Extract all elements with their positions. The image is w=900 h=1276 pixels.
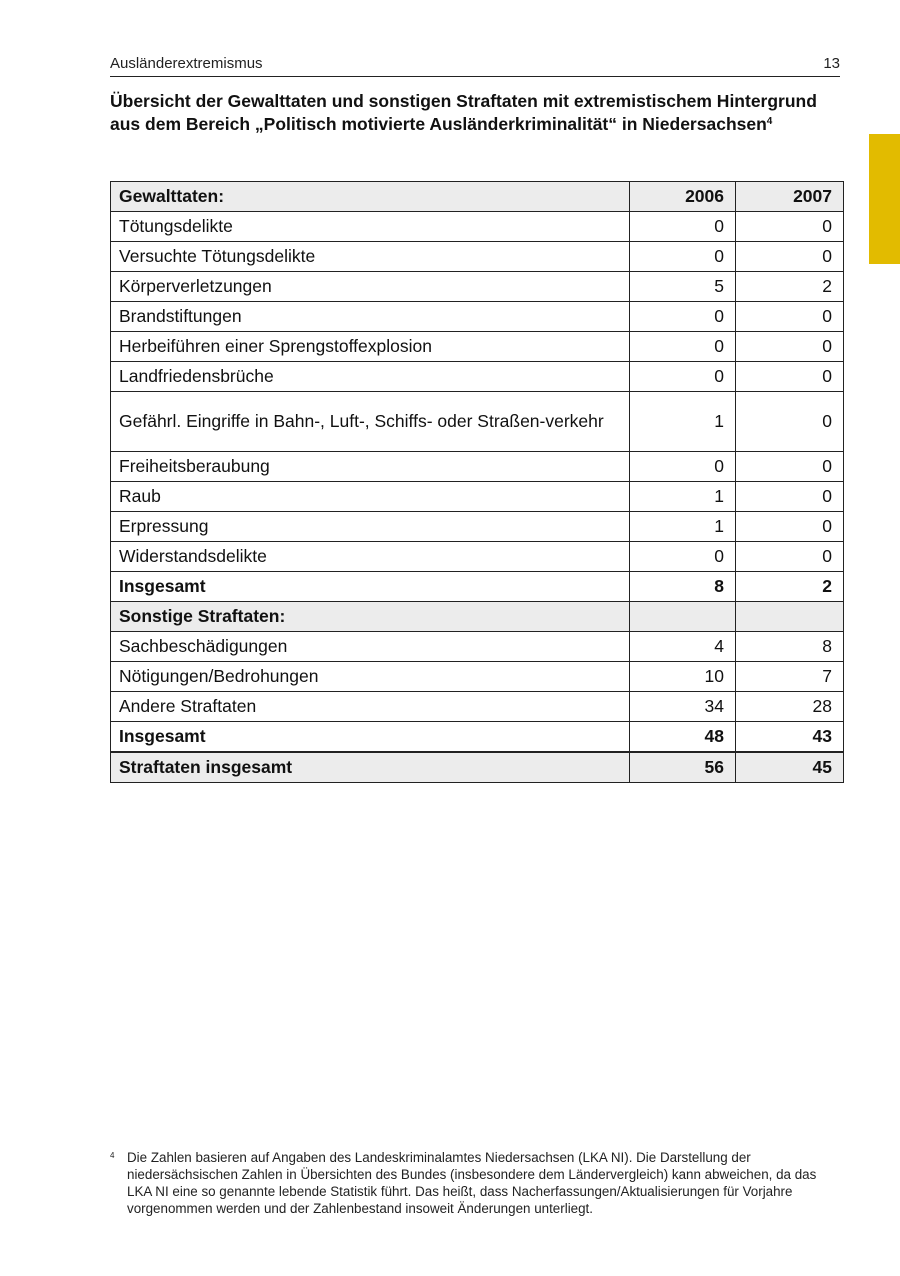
row-label: Straftaten insgesamt bbox=[111, 752, 630, 783]
row-label: Erpressung bbox=[111, 512, 630, 542]
table-row bbox=[111, 542, 844, 572]
row-label: Gefährl. Eingriffe in Bahn-, Luft-, Schiffs- oder Straßen-verkehr bbox=[111, 392, 630, 452]
table-row bbox=[111, 512, 844, 542]
value-2006: 56 bbox=[630, 752, 736, 783]
row-label: Nötigungen/Bedrohungen bbox=[111, 662, 630, 692]
table-header-row bbox=[111, 182, 844, 212]
value-2007: 0 bbox=[736, 302, 844, 332]
table-row bbox=[111, 332, 844, 362]
table-row bbox=[111, 482, 844, 512]
table-row bbox=[111, 692, 844, 722]
row-label: Landfriedensbrüche bbox=[111, 362, 630, 392]
table-row bbox=[111, 362, 844, 392]
table-row bbox=[111, 452, 844, 482]
grand-total-row bbox=[111, 752, 844, 783]
row-label: Sonstige Straftaten: bbox=[111, 602, 630, 632]
row-label: Freiheitsberaubung bbox=[111, 452, 630, 482]
table-row bbox=[111, 302, 844, 332]
value-2007: 43 bbox=[736, 722, 844, 753]
header-label: Gewalttaten: bbox=[111, 182, 630, 212]
row-label: Insgesamt bbox=[111, 572, 630, 602]
value-2006: 48 bbox=[630, 722, 736, 753]
row-label: Sachbeschädigungen bbox=[111, 632, 630, 662]
row-label: Brandstiftungen bbox=[111, 302, 630, 332]
table-row bbox=[111, 662, 844, 692]
value-2007: 28 bbox=[736, 692, 844, 722]
value-2007: 2 bbox=[736, 272, 844, 302]
violent-total-row bbox=[111, 572, 844, 602]
table-title bbox=[110, 90, 830, 136]
table-row bbox=[111, 632, 844, 662]
footnote-mark: 4 bbox=[110, 1151, 115, 1160]
footnote bbox=[110, 1149, 842, 1217]
value-2006: 1 bbox=[630, 392, 736, 452]
empty-cell bbox=[630, 602, 736, 632]
table-row bbox=[111, 272, 844, 302]
row-label: Tötungsdelikte bbox=[111, 212, 630, 242]
value-2007: 0 bbox=[736, 512, 844, 542]
value-2007: 0 bbox=[736, 212, 844, 242]
value-2007: 45 bbox=[736, 752, 844, 783]
value-2006: 1 bbox=[630, 482, 736, 512]
value-2007: 0 bbox=[736, 332, 844, 362]
row-label: Widerstandsdelikte bbox=[111, 542, 630, 572]
row-label: Raub bbox=[111, 482, 630, 512]
value-2006: 0 bbox=[630, 452, 736, 482]
other-total-row bbox=[111, 722, 844, 753]
value-2007: 8 bbox=[736, 632, 844, 662]
value-2006: 1 bbox=[630, 512, 736, 542]
row-label: Körperverletzungen bbox=[111, 272, 630, 302]
value-2006: 4 bbox=[630, 632, 736, 662]
value-2006: 10 bbox=[630, 662, 736, 692]
table-row bbox=[111, 242, 844, 272]
value-2007: 7 bbox=[736, 662, 844, 692]
header-year-2006: 2006 bbox=[630, 182, 736, 212]
value-2006: 0 bbox=[630, 362, 736, 392]
page-number: 13 bbox=[823, 55, 840, 72]
row-label: Insgesamt bbox=[111, 722, 630, 753]
row-label: Andere Straftaten bbox=[111, 692, 630, 722]
value-2006: 0 bbox=[630, 332, 736, 362]
value-2007: 2 bbox=[736, 572, 844, 602]
table-row bbox=[111, 392, 844, 452]
value-2007: 0 bbox=[736, 242, 844, 272]
value-2007: 0 bbox=[736, 452, 844, 482]
value-2006: 5 bbox=[630, 272, 736, 302]
value-2006: 34 bbox=[630, 692, 736, 722]
value-2007: 0 bbox=[736, 542, 844, 572]
empty-cell bbox=[736, 602, 844, 632]
value-2007: 0 bbox=[736, 482, 844, 512]
value-2007: 0 bbox=[736, 392, 844, 452]
row-label: Herbeiführen einer Sprengstoffexplosion bbox=[111, 332, 630, 362]
table-row bbox=[111, 212, 844, 242]
footnote-text: Die Zahlen basieren auf Angaben des Landeskriminalamtes Niedersachsen (LKA NI). Die Darstellung der niedersächsischen Zahlen in Übersichten des Bundes (insbesondere dem Ländervergleich) kann abweichen, da das LKA NI eine so genannte lebende Statistik führt. Das heißt, dass Nacherfassungen/Aktualisierungen für Vorjahre vorgenommen werden und der Zahlenbestand insoweit Änderungen unterliegt. bbox=[127, 1150, 817, 1216]
value-2006: 0 bbox=[630, 242, 736, 272]
value-2006: 0 bbox=[630, 302, 736, 332]
value-2006: 8 bbox=[630, 572, 736, 602]
value-2006: 0 bbox=[630, 542, 736, 572]
footnote-reference: 4 bbox=[766, 116, 773, 127]
chapter-tab-marker bbox=[869, 134, 900, 264]
value-2006: 0 bbox=[630, 212, 736, 242]
header-year-2007: 2007 bbox=[736, 182, 844, 212]
page-header bbox=[110, 54, 840, 77]
row-label: Versuchte Tötungsdelikte bbox=[111, 242, 630, 272]
other-offenses-header-row bbox=[111, 602, 844, 632]
table-title-text: Übersicht der Gewalttaten und sonstigen Straftaten mit extremistischem Hintergrund aus dem Bereich „Politisch motivierte Ausländerkriminalität“ in Niedersachsen bbox=[110, 91, 817, 134]
crime-statistics-table bbox=[110, 181, 844, 783]
value-2007: 0 bbox=[736, 362, 844, 392]
section-title: Ausländerextremismus bbox=[110, 55, 263, 72]
